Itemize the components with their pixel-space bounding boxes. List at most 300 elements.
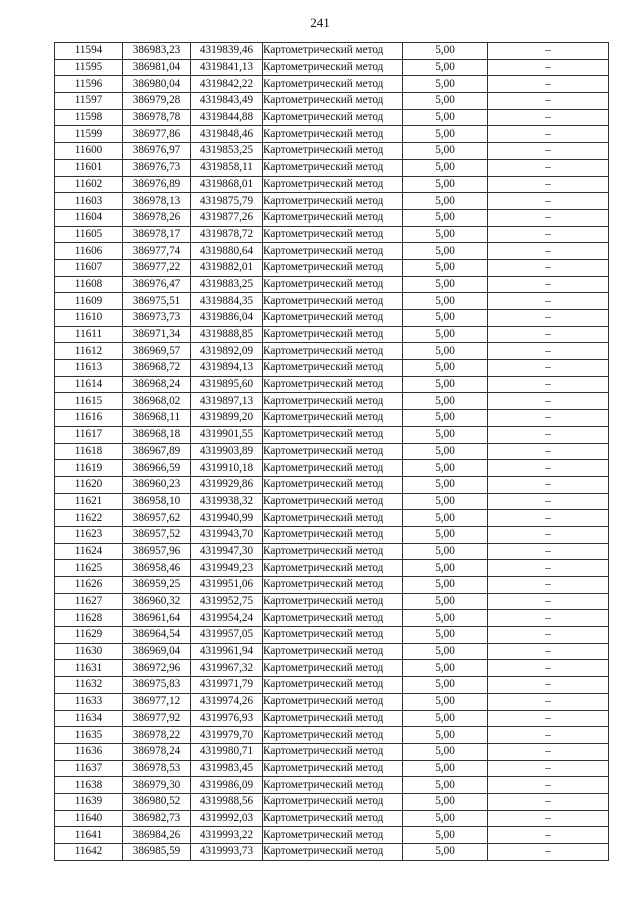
empty-mark-cell: – (488, 560, 609, 577)
point-number-cell: 11623 (55, 526, 123, 543)
accuracy-cell: 5,00 (403, 259, 488, 276)
coord-y-cell: 4319842,22 (191, 76, 263, 93)
table-row (55, 376, 609, 393)
point-number-cell: 11639 (55, 793, 123, 810)
accuracy-cell: 5,00 (403, 310, 488, 327)
point-number-cell: 11635 (55, 727, 123, 744)
accuracy-cell: 5,00 (403, 76, 488, 93)
accuracy-cell: 5,00 (403, 126, 488, 143)
coord-y-cell: 4319961,94 (191, 643, 263, 660)
accuracy-cell: 5,00 (403, 43, 488, 60)
table-row (55, 43, 609, 60)
point-number-cell: 11601 (55, 159, 123, 176)
coord-x-cell: 386977,86 (123, 126, 191, 143)
coord-y-cell: 4319899,20 (191, 410, 263, 427)
coord-y-cell: 4319858,11 (191, 159, 263, 176)
coord-x-cell: 386964,54 (123, 627, 191, 644)
empty-mark-cell: – (488, 476, 609, 493)
method-cell: Картометрический метод (263, 143, 403, 160)
coord-y-cell: 4319875,79 (191, 193, 263, 210)
coord-y-cell: 4319843,49 (191, 93, 263, 110)
empty-mark-cell: – (488, 810, 609, 827)
table-row (55, 777, 609, 794)
coord-x-cell: 386958,46 (123, 560, 191, 577)
coord-x-cell: 386976,89 (123, 176, 191, 193)
point-number-cell: 11640 (55, 810, 123, 827)
table-row (55, 159, 609, 176)
table-row (55, 443, 609, 460)
coord-x-cell: 386977,74 (123, 243, 191, 260)
table-row (55, 793, 609, 810)
method-cell: Картометрический метод (263, 59, 403, 76)
empty-mark-cell: – (488, 159, 609, 176)
table-row (55, 276, 609, 293)
method-cell: Картометрический метод (263, 710, 403, 727)
accuracy-cell: 5,00 (403, 426, 488, 443)
accuracy-cell: 5,00 (403, 560, 488, 577)
coord-y-cell: 4319938,32 (191, 493, 263, 510)
accuracy-cell: 5,00 (403, 727, 488, 744)
coordinates-table (54, 42, 609, 861)
accuracy-cell: 5,00 (403, 844, 488, 861)
table-row (55, 643, 609, 660)
point-number-cell: 11616 (55, 410, 123, 427)
empty-mark-cell: – (488, 593, 609, 610)
coord-y-cell: 4319848,46 (191, 126, 263, 143)
method-cell: Картометрический метод (263, 760, 403, 777)
point-number-cell: 11621 (55, 493, 123, 510)
point-number-cell: 11636 (55, 743, 123, 760)
empty-mark-cell: – (488, 343, 609, 360)
empty-mark-cell: – (488, 677, 609, 694)
empty-mark-cell: – (488, 743, 609, 760)
point-number-cell: 11599 (55, 126, 123, 143)
method-cell: Картометрический метод (263, 393, 403, 410)
empty-mark-cell: – (488, 293, 609, 310)
method-cell: Картометрический метод (263, 76, 403, 93)
coord-y-cell: 4319839,46 (191, 43, 263, 60)
method-cell: Картометрический метод (263, 176, 403, 193)
method-cell: Картометрический метод (263, 743, 403, 760)
empty-mark-cell: – (488, 243, 609, 260)
empty-mark-cell: – (488, 93, 609, 110)
table-row (55, 677, 609, 694)
coord-x-cell: 386977,12 (123, 693, 191, 710)
coord-y-cell: 4319992,03 (191, 810, 263, 827)
coord-x-cell: 386972,96 (123, 660, 191, 677)
method-cell: Картометрический метод (263, 443, 403, 460)
point-number-cell: 11596 (55, 76, 123, 93)
table-row (55, 493, 609, 510)
table-row (55, 293, 609, 310)
empty-mark-cell: – (488, 76, 609, 93)
coord-y-cell: 4319949,23 (191, 560, 263, 577)
empty-mark-cell: – (488, 259, 609, 276)
accuracy-cell: 5,00 (403, 543, 488, 560)
coord-y-cell: 4319993,22 (191, 827, 263, 844)
empty-mark-cell: – (488, 627, 609, 644)
coord-y-cell: 4319868,01 (191, 176, 263, 193)
table-row (55, 360, 609, 377)
point-number-cell: 11630 (55, 643, 123, 660)
empty-mark-cell: – (488, 109, 609, 126)
table-row (55, 143, 609, 160)
point-number-cell: 11611 (55, 326, 123, 343)
accuracy-cell: 5,00 (403, 493, 488, 510)
method-cell: Картометрический метод (263, 276, 403, 293)
empty-mark-cell: – (488, 176, 609, 193)
coord-y-cell: 4319901,55 (191, 426, 263, 443)
coord-y-cell: 4319929,86 (191, 476, 263, 493)
coord-x-cell: 386975,51 (123, 293, 191, 310)
point-number-cell: 11638 (55, 777, 123, 794)
point-number-cell: 11603 (55, 193, 123, 210)
empty-mark-cell: – (488, 710, 609, 727)
coord-y-cell: 4319903,89 (191, 443, 263, 460)
table-row (55, 844, 609, 861)
coord-x-cell: 386979,30 (123, 777, 191, 794)
method-cell: Картометрический метод (263, 677, 403, 694)
coord-x-cell: 386968,24 (123, 376, 191, 393)
coord-y-cell: 4319877,26 (191, 209, 263, 226)
point-number-cell: 11631 (55, 660, 123, 677)
point-number-cell: 11609 (55, 293, 123, 310)
coord-x-cell: 386960,23 (123, 476, 191, 493)
coord-x-cell: 386971,34 (123, 326, 191, 343)
accuracy-cell: 5,00 (403, 610, 488, 627)
empty-mark-cell: – (488, 443, 609, 460)
method-cell: Картометрический метод (263, 159, 403, 176)
table-row (55, 810, 609, 827)
coord-y-cell: 4319993,73 (191, 844, 263, 861)
coord-y-cell: 4319988,56 (191, 793, 263, 810)
table-row (55, 543, 609, 560)
coord-y-cell: 4319971,79 (191, 677, 263, 694)
accuracy-cell: 5,00 (403, 93, 488, 110)
point-number-cell: 11619 (55, 460, 123, 477)
coord-x-cell: 386978,26 (123, 209, 191, 226)
point-number-cell: 11602 (55, 176, 123, 193)
empty-mark-cell: – (488, 209, 609, 226)
point-number-cell: 11626 (55, 577, 123, 594)
method-cell: Картометрический метод (263, 577, 403, 594)
accuracy-cell: 5,00 (403, 376, 488, 393)
table-row (55, 93, 609, 110)
method-cell: Картометрический метод (263, 727, 403, 744)
coord-x-cell: 386969,57 (123, 343, 191, 360)
point-number-cell: 11620 (55, 476, 123, 493)
empty-mark-cell: – (488, 493, 609, 510)
accuracy-cell: 5,00 (403, 526, 488, 543)
point-number-cell: 11604 (55, 209, 123, 226)
coord-x-cell: 386976,47 (123, 276, 191, 293)
point-number-cell: 11628 (55, 610, 123, 627)
table-row (55, 693, 609, 710)
accuracy-cell: 5,00 (403, 276, 488, 293)
coord-x-cell: 386968,02 (123, 393, 191, 410)
table-row (55, 627, 609, 644)
table-row (55, 243, 609, 260)
accuracy-cell: 5,00 (403, 209, 488, 226)
accuracy-cell: 5,00 (403, 243, 488, 260)
coord-x-cell: 386980,04 (123, 76, 191, 93)
coord-x-cell: 386968,11 (123, 410, 191, 427)
accuracy-cell: 5,00 (403, 810, 488, 827)
table-row (55, 209, 609, 226)
accuracy-cell: 5,00 (403, 476, 488, 493)
table-row (55, 59, 609, 76)
table-row (55, 827, 609, 844)
table-body (55, 43, 609, 861)
accuracy-cell: 5,00 (403, 660, 488, 677)
point-number-cell: 11600 (55, 143, 123, 160)
coord-x-cell: 386966,59 (123, 460, 191, 477)
method-cell: Картометрический метод (263, 844, 403, 861)
method-cell: Картометрический метод (263, 627, 403, 644)
coord-x-cell: 386973,73 (123, 310, 191, 327)
table-row (55, 727, 609, 744)
empty-mark-cell: – (488, 126, 609, 143)
page-number: 241 (310, 15, 330, 30)
table-row (55, 109, 609, 126)
point-number-cell: 11633 (55, 693, 123, 710)
accuracy-cell: 5,00 (403, 193, 488, 210)
accuracy-cell: 5,00 (403, 109, 488, 126)
coord-y-cell: 4319979,70 (191, 727, 263, 744)
empty-mark-cell: – (488, 577, 609, 594)
coord-x-cell: 386985,59 (123, 844, 191, 861)
point-number-cell: 11641 (55, 827, 123, 844)
method-cell: Картометрический метод (263, 259, 403, 276)
point-number-cell: 11613 (55, 360, 123, 377)
method-cell: Картометрический метод (263, 460, 403, 477)
empty-mark-cell: – (488, 793, 609, 810)
empty-mark-cell: – (488, 844, 609, 861)
empty-mark-cell: – (488, 777, 609, 794)
coord-x-cell: 386957,52 (123, 526, 191, 543)
point-number-cell: 11627 (55, 593, 123, 610)
accuracy-cell: 5,00 (403, 326, 488, 343)
coord-y-cell: 4319986,09 (191, 777, 263, 794)
empty-mark-cell: – (488, 727, 609, 744)
coord-x-cell: 386969,04 (123, 643, 191, 660)
method-cell: Картометрический метод (263, 777, 403, 794)
accuracy-cell: 5,00 (403, 393, 488, 410)
table-row (55, 193, 609, 210)
method-cell: Картометрический метод (263, 526, 403, 543)
coord-y-cell: 4319976,93 (191, 710, 263, 727)
table-row (55, 610, 609, 627)
accuracy-cell: 5,00 (403, 443, 488, 460)
empty-mark-cell: – (488, 760, 609, 777)
empty-mark-cell: – (488, 43, 609, 60)
method-cell: Картометрический метод (263, 410, 403, 427)
point-number-cell: 11606 (55, 243, 123, 260)
coord-y-cell: 4319947,30 (191, 543, 263, 560)
coord-x-cell: 386958,10 (123, 493, 191, 510)
coord-y-cell: 4319943,70 (191, 526, 263, 543)
coord-y-cell: 4319888,85 (191, 326, 263, 343)
accuracy-cell: 5,00 (403, 143, 488, 160)
point-number-cell: 11605 (55, 226, 123, 243)
method-cell: Картометрический метод (263, 476, 403, 493)
coord-y-cell: 4319883,25 (191, 276, 263, 293)
table-row (55, 76, 609, 93)
accuracy-cell: 5,00 (403, 59, 488, 76)
empty-mark-cell: – (488, 610, 609, 627)
point-number-cell: 11625 (55, 560, 123, 577)
coord-x-cell: 386957,62 (123, 510, 191, 527)
point-number-cell: 11622 (55, 510, 123, 527)
method-cell: Картометрический метод (263, 560, 403, 577)
point-number-cell: 11615 (55, 393, 123, 410)
point-number-cell: 11634 (55, 710, 123, 727)
coord-y-cell: 4319897,13 (191, 393, 263, 410)
point-number-cell: 11612 (55, 343, 123, 360)
empty-mark-cell: – (488, 526, 609, 543)
coord-y-cell: 4319841,13 (191, 59, 263, 76)
method-cell: Картометрический метод (263, 209, 403, 226)
method-cell: Картометрический метод (263, 376, 403, 393)
method-cell: Картометрический метод (263, 643, 403, 660)
empty-mark-cell: – (488, 460, 609, 477)
coord-y-cell: 4319974,26 (191, 693, 263, 710)
method-cell: Картометрический метод (263, 810, 403, 827)
table-row (55, 710, 609, 727)
coord-x-cell: 386978,13 (123, 193, 191, 210)
empty-mark-cell: – (488, 660, 609, 677)
coord-y-cell: 4319880,64 (191, 243, 263, 260)
accuracy-cell: 5,00 (403, 827, 488, 844)
accuracy-cell: 5,00 (403, 760, 488, 777)
coord-y-cell: 4319844,88 (191, 109, 263, 126)
method-cell: Картометрический метод (263, 693, 403, 710)
empty-mark-cell: – (488, 376, 609, 393)
coord-x-cell: 386978,24 (123, 743, 191, 760)
coord-y-cell: 4319892,09 (191, 343, 263, 360)
coord-x-cell: 386984,26 (123, 827, 191, 844)
coord-y-cell: 4319980,71 (191, 743, 263, 760)
accuracy-cell: 5,00 (403, 460, 488, 477)
accuracy-cell: 5,00 (403, 677, 488, 694)
method-cell: Картометрический метод (263, 793, 403, 810)
coord-y-cell: 4319886,04 (191, 310, 263, 327)
accuracy-cell: 5,00 (403, 343, 488, 360)
table-row (55, 476, 609, 493)
method-cell: Картометрический метод (263, 310, 403, 327)
coord-x-cell: 386978,53 (123, 760, 191, 777)
empty-mark-cell: – (488, 410, 609, 427)
point-number-cell: 11618 (55, 443, 123, 460)
empty-mark-cell: – (488, 59, 609, 76)
method-cell: Картометрический метод (263, 193, 403, 210)
method-cell: Картометрический метод (263, 93, 403, 110)
table-row (55, 426, 609, 443)
coord-x-cell: 386983,23 (123, 43, 191, 60)
coord-x-cell: 386957,96 (123, 543, 191, 560)
method-cell: Картометрический метод (263, 43, 403, 60)
table-row (55, 593, 609, 610)
empty-mark-cell: – (488, 143, 609, 160)
empty-mark-cell: – (488, 276, 609, 293)
coord-y-cell: 4319957,05 (191, 627, 263, 644)
coord-y-cell: 4319878,72 (191, 226, 263, 243)
accuracy-cell: 5,00 (403, 159, 488, 176)
coord-y-cell: 4319910,18 (191, 460, 263, 477)
method-cell: Картометрический метод (263, 827, 403, 844)
method-cell: Картометрический метод (263, 543, 403, 560)
point-number-cell: 11642 (55, 844, 123, 861)
coord-x-cell: 386979,28 (123, 93, 191, 110)
empty-mark-cell: – (488, 426, 609, 443)
table-row (55, 577, 609, 594)
point-number-cell: 11614 (55, 376, 123, 393)
empty-mark-cell: – (488, 543, 609, 560)
point-number-cell: 11617 (55, 426, 123, 443)
table-row (55, 326, 609, 343)
coord-x-cell: 386968,72 (123, 360, 191, 377)
empty-mark-cell: – (488, 193, 609, 210)
table-row (55, 310, 609, 327)
table-row (55, 510, 609, 527)
accuracy-cell: 5,00 (403, 593, 488, 610)
accuracy-cell: 5,00 (403, 710, 488, 727)
method-cell: Картометрический метод (263, 109, 403, 126)
coord-x-cell: 386978,17 (123, 226, 191, 243)
empty-mark-cell: – (488, 226, 609, 243)
method-cell: Картометрический метод (263, 510, 403, 527)
accuracy-cell: 5,00 (403, 777, 488, 794)
coord-y-cell: 4319884,35 (191, 293, 263, 310)
table-row (55, 126, 609, 143)
point-number-cell: 11608 (55, 276, 123, 293)
table-row (55, 660, 609, 677)
point-number-cell: 11632 (55, 677, 123, 694)
coord-y-cell: 4319895,60 (191, 376, 263, 393)
empty-mark-cell: – (488, 693, 609, 710)
point-number-cell: 11597 (55, 93, 123, 110)
accuracy-cell: 5,00 (403, 577, 488, 594)
table-row (55, 259, 609, 276)
method-cell: Картометрический метод (263, 593, 403, 610)
coord-x-cell: 386980,52 (123, 793, 191, 810)
coord-x-cell: 386976,73 (123, 159, 191, 176)
coord-x-cell: 386976,97 (123, 143, 191, 160)
coord-x-cell: 386982,73 (123, 810, 191, 827)
table-row (55, 410, 609, 427)
coord-y-cell: 4319853,25 (191, 143, 263, 160)
point-number-cell: 11629 (55, 627, 123, 644)
empty-mark-cell: – (488, 326, 609, 343)
table-row (55, 743, 609, 760)
coord-y-cell: 4319951,06 (191, 577, 263, 594)
coord-x-cell: 386959,25 (123, 577, 191, 594)
table-row (55, 226, 609, 243)
method-cell: Картометрический метод (263, 610, 403, 627)
table-row (55, 460, 609, 477)
coord-x-cell: 386967,89 (123, 443, 191, 460)
method-cell: Картометрический метод (263, 343, 403, 360)
empty-mark-cell: – (488, 360, 609, 377)
empty-mark-cell: – (488, 643, 609, 660)
coord-x-cell: 386960,32 (123, 593, 191, 610)
coord-y-cell: 4319954,24 (191, 610, 263, 627)
table-row (55, 526, 609, 543)
table-row (55, 393, 609, 410)
accuracy-cell: 5,00 (403, 410, 488, 427)
accuracy-cell: 5,00 (403, 693, 488, 710)
coord-y-cell: 4319952,75 (191, 593, 263, 610)
